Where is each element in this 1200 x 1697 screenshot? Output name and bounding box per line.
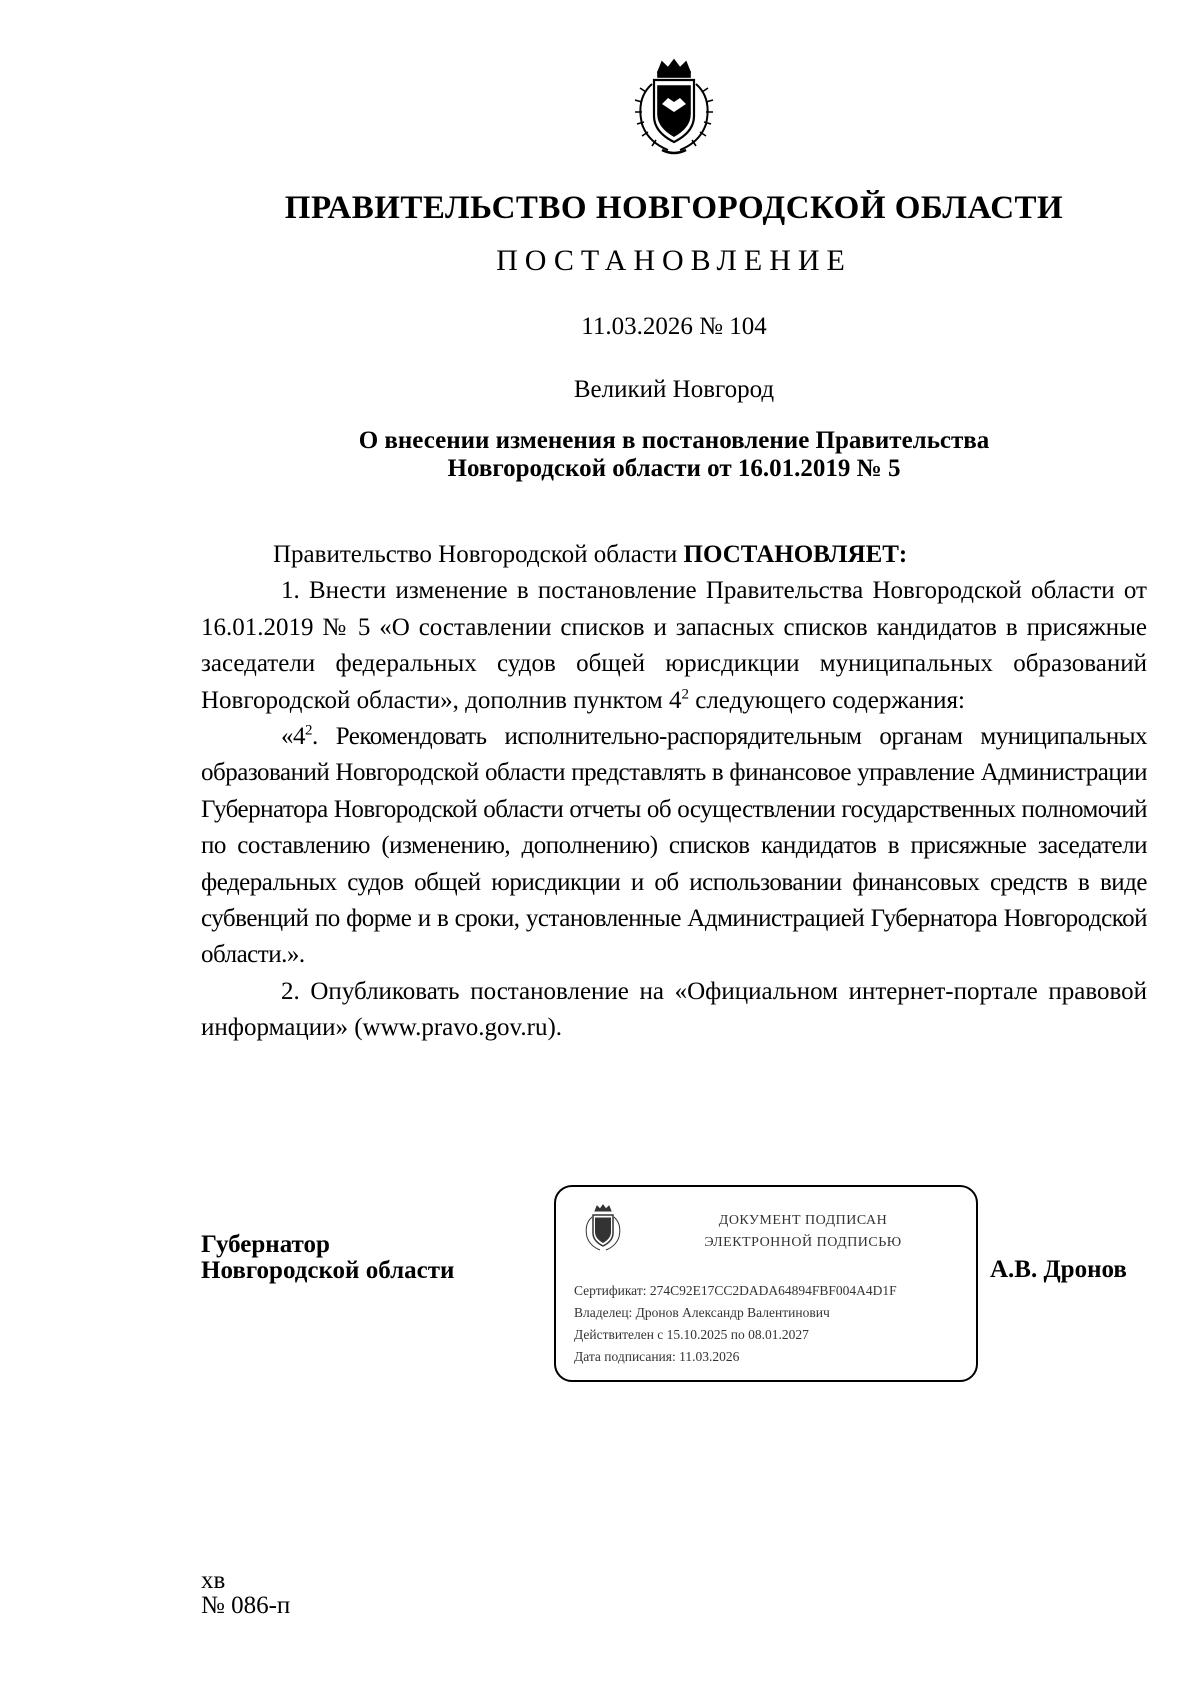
stamp-header: ДОКУМЕНТ ПОДПИСАН ЭЛЕКТРОННОЙ ПОДПИСЬЮ [704,1213,902,1250]
city: Великий Новгород [573,376,775,403]
subject-line: Новгородской области от 16.01.2019 № 5 [447,455,901,482]
coat-of-arms-icon [628,58,720,158]
signer-title: Губернатор Новгородской области [201,1231,455,1284]
electronic-signature-stamp [554,1185,978,1382]
document-index-number: № 086-п [201,1592,291,1619]
stamp-details [574,1280,897,1368]
item-1-paragraph: 1. Внести изменение в постановление Правительства Новгородской области от 16.01.2019 № 5 «О составлении списков и запасных списков кандидатов в присяжные заседатели федеральных судов общей юрисдикции муниципальных образований Новгородской области», дополнив пунктом $4^2$ следующего содержания: [201,577,1147,714]
document-type: ПОСТАНОВЛЕНИЕ [496,244,852,277]
government-title: ПРАВИТЕЛЬСТВО НОВГОРОДСКОЙ ОБЛАСТИ [284,190,1064,226]
preamble-paragraph: Правительство Новгородской области ПОСТАНОВЛЯЕТ: [273,541,908,568]
subject-line: О внесении изменения в постановление Правительства [358,427,990,454]
certificate-line: Сертификат: 274C92E17CC2DADA64894FBF004A4D1F [574,1283,897,1298]
signer-name: А.В. Дронов [990,1256,1127,1283]
coat-of-arms-icon [580,1204,626,1254]
owner-line: Владелец: Дронов Александр Валентинович [574,1305,830,1320]
resolves-keyword: ПОСТАНОВЛЯЕТ: [683,541,908,568]
footer-reference [201,1568,290,1618]
validity-line: Действителен с 15.10.2025 по 08.01.2027 [574,1327,809,1342]
document-subject [0,427,1200,483]
item-2-paragraph: 2. Опубликовать постановление на «Официальном интернет-портале правовой информации» (www.pravo.gov.ru). [201,977,1147,1042]
date-and-number: 11.03.2026 № 104 [581,313,767,340]
signing-date-line: Дата подписания: 11.03.2026 [574,1349,740,1364]
executor-initials: хв [201,1567,226,1594]
quoted-item-paragraph: «$4^2$. Рекомендовать исполнительно-распорядительным органам муниципальных образований Новгородской области представлять в финансовое управление Администрации Губернатора Новгородской области отчеты об осуществлении государственных полномочий по составлению (изменению, дополнению) списков кандидатов в присяжные заседатели федеральных судов общей юрисдикции и об использовании финансовых средств в виде субвенций по форме и в сроки, установленные Администрацией Губернатора Новгородской области.». [201,722,1147,969]
document-body [201,537,1147,1047]
